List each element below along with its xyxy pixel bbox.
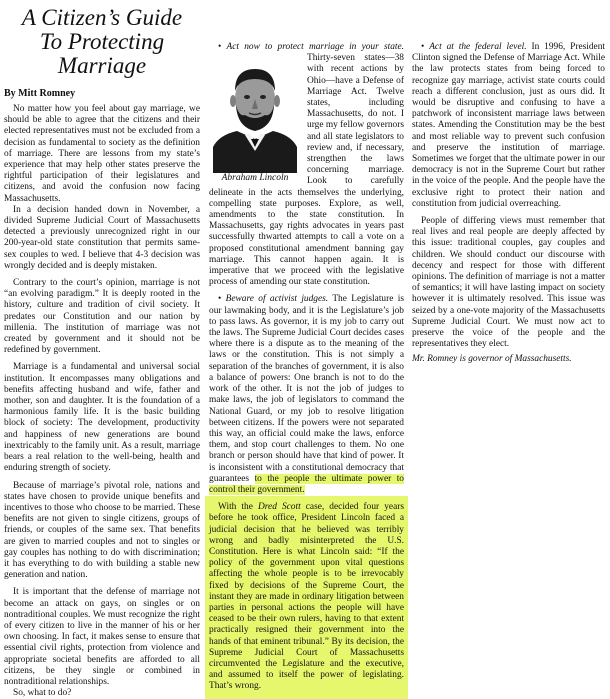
- paragraph: Marriage is a fundamental and universal social institution. It encompasses many obligations and benefits affecting husband and wife, father and mother, son and daughter. It is the foundation of a harmonious family life. It is the basic building block of society: The development, productivity and happiness of new generations are bound inextricably to the family unit. As a result, marriage bears a real relation to the well-being, health and enduring strength of society.: [4, 362, 200, 474]
- paragraph: It is important that the defense of marriage not become an attack on gays, on singles or on nontraditional couples. We must recognize the right of every citizen to live in the manner of his or her own choosing. In fact, it makes sense to ensure that essential civil rights, protection from violence and appropriate societal benefits are afforded to all citizens, be they single or combined in nontraditional relationships.: [4, 587, 200, 687]
- paragraph: • Act at the federal level. In 1996, President Clinton signed the Defense of Marriage Act. While the law protects states from being forced to recognize gay marriage, activist state courts could reach a different conclusion, just as ours did. It would be disruptive and confusing to have a patchwork of inconsistent marriage laws between states. Amending the Constitution may be the best and most reliable way to prevent such confusion and preserve the institution of marriage. Sometimes we forget that the ultimate power in our democracy is not in the Supreme Court but rather in the voice of the people. And the people have the exclusive right to protect their nation and constitution from judicial overreaching.: [412, 42, 606, 209]
- lead-in: Act at the federal level.: [429, 42, 527, 52]
- paragraph: • Beware of activist judges. The Legislature is our lawmaking body, and it is the Legislature’s job to pass laws. As governor, it is my job to carry out the laws. The Supreme Judicial Court decides cases where there is a dispute as to the meaning of the laws or the constitution. This is not simply a separation of the branches of government, it is also a balance of powers: One branch is not to do the work of the other. It is not the job of judges to make laws, the job of legislators to command the National Guard, or my job to resolve litigation between citizens. If the powers were not separated this way, an official could make the laws, enforce them, and stop court challenges to them. No one branch or person should have that kind of power. It is inconsistent with a constitutional democracy that guarantees to the people the ultimate power to control their government.: [209, 294, 404, 495]
- paragraph: So, what to do?: [13, 688, 72, 699]
- paragraph: No matter how you feel about gay marriage, we should be able to agree that the citizens and their elected representatives must not be excluded from a decision as fundamental to society as the definition of marriage. There are lessons from my state’s experience that may help other states preserve the rightful participation of their legislatures and citizens, and avoid the confusion now facing Massachusetts.: [4, 104, 200, 204]
- column-1: [4, 0, 200, 699]
- bullet: •: [218, 42, 222, 52]
- byline: By Mitt Romney: [4, 88, 76, 99]
- highlighted-passage: [205, 496, 408, 698]
- column-2: [209, 0, 404, 699]
- lincoln-portrait-figure: [209, 55, 301, 184]
- article-title: A Citizen’s Guide To Protecting Marriage: [21, 5, 183, 78]
- bullet: •: [218, 294, 222, 305]
- case-name: Dred Scott: [257, 502, 301, 513]
- portrait-caption: Abraham Lincoln: [221, 173, 289, 184]
- paragraph: Contrary to the court’s opinion, marriage is not “an evolving paradigm.” It is deeply rooted in the history, culture and tradition of civil society. It predates our Constitution and our nation by millenia. The institution of marriage was not created by government and it should not be redefined by government.: [4, 278, 200, 356]
- lead-in: Act now to protect marriage in your state.: [226, 42, 405, 52]
- author-signature: Mr. Romney is governor of Massachusetts.: [412, 354, 572, 365]
- paragraph: • Act now to protect marriage in your state. Abraham Lincoln Thirty-seven states—38 with recent actions by Ohio—have a Defense of Marriage Act. Twelve states, including Massachusetts, do not. I urge my fellow governors and all state legislators to review and, if necessary, strengthen the laws concerning marriage. Look to carefully delineate in the acts themselves the underlying, compelling state purposes. Explore, as well, amendments to the state constitution. In Massachusetts, gay rights advocates in years past successfully thwarted attempts to call a vote on a proposed constitutional amendment banning gay marriage. This cannot happen again. It is imperative that we proceed with the legislative process of amending our state constitution.: [209, 42, 405, 288]
- lead-in: Beware of activist judges.: [225, 294, 329, 305]
- column-3: [412, 0, 605, 366]
- paragraph: With the Dred Scott case, decided four years before he took office, President Lincoln faced a judicial decision that he believed was terribly wrong and badly misinterpreted the U.S. Constitution. Here is what Lincoln said: “If the policy of the government upon vital questions affecting the whole people is to be irrevocably fixed by decisions of the Supreme Court, the instant they are made in ordinary litigation between parties in personal actions the people will have ceased to be their own rulers, having to that extent practically resigned their government into the hands of that eminent tribunal.” By its decision, the Supreme Judicial Court of Massachusetts circumvented the Legislature and the executive, and assumed to itself the power of legislating. That’s wrong.: [209, 502, 404, 692]
- paragraph: Because of marriage’s pivotal role, nations and states have chosen to provide unique benefits and incentives to those who choose to be married. These benefits are not given to single citizens, groups of friends, or couples of the same sex. That benefits are given to married couples and not to singles or gay couples has nothing to do with discrimination; it has everything to do with building a stable new generation and nation.: [4, 480, 200, 581]
- highlighted-text: to the people the ultimate power to control their government.: [209, 473, 404, 495]
- paragraph: People of differing views must remember that real lives and real people are deeply affected by this issue: traditional couples, gay couples and children. We should conduct our discourse with decency and respect for those with different opinions. The definition of marriage is not a matter of semantics; it will have lasting impact on society however it is ultimately resolved. This issue was seized by a one-vote majority of the Massachusetts Supreme Judicial Court. We must now act to preserve the voice of the people and the representatives they elect.: [412, 216, 605, 350]
- paragraph: In a decision handed down in November, a divided Supreme Judicial Court of Massachusetts detected a previously unrecognized right in our 200-year-old state constitution that permits same-sex couples to wed. I believe that 4-3 decision was wrongly decided and is deeply mistaken.: [4, 204, 200, 271]
- lincoln-portrait-icon: [209, 55, 301, 173]
- bullet: •: [421, 42, 425, 52]
